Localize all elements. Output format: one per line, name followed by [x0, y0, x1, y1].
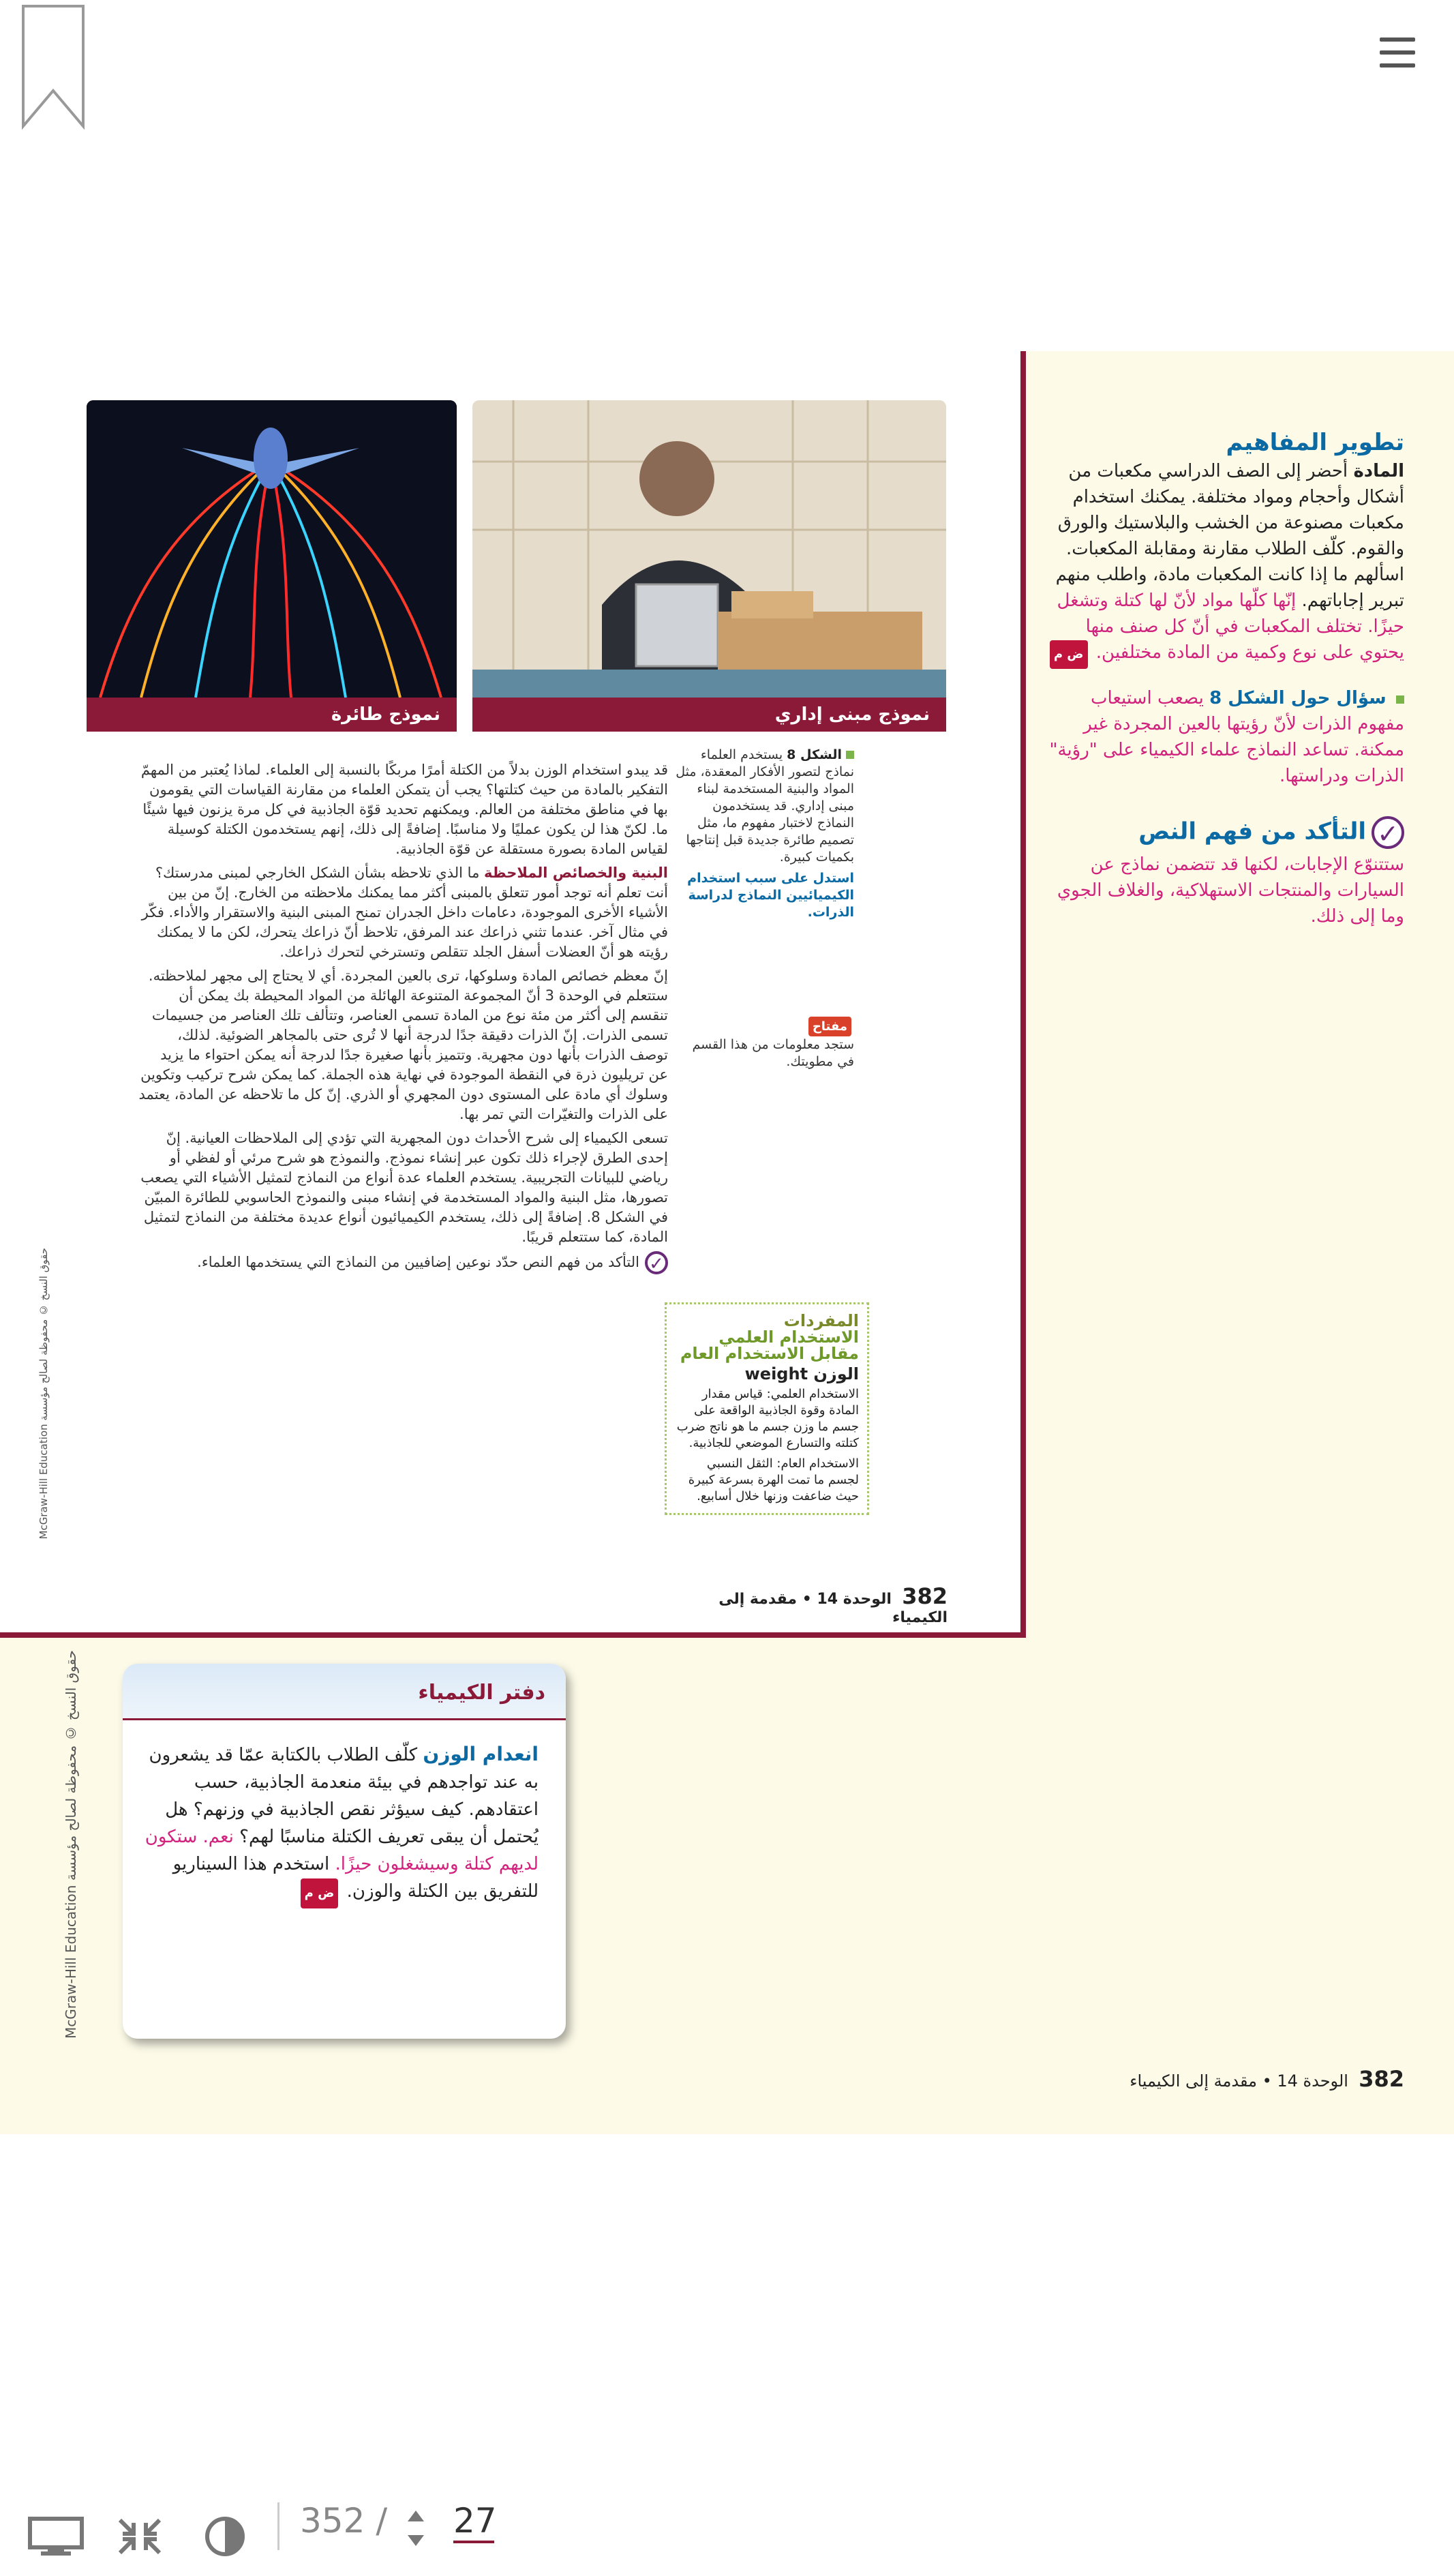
page-number-input[interactable] [453, 2501, 494, 2543]
reading-check-icon: ✓ [1372, 816, 1404, 849]
contrast-icon[interactable] [201, 2516, 249, 2557]
main-reading-check-text: التأكد من فهم النص حدّد نوعين إضافيين من النماذج التي يستخدمها العلماء. [197, 1254, 639, 1270]
question-square-icon [1396, 695, 1404, 704]
reading-check-heading-row [1043, 816, 1404, 849]
figure-caption-column [671, 747, 854, 1070]
figure-question-heading: سؤال حول الشكل 8 [1209, 688, 1387, 708]
page-footer-text: الوحدة 14 • مقدمة إلى الكيمياء [718, 1591, 948, 1626]
figure-infer: استدل على سبب استخدام الكيميائيين النماذج لدراسة الذرات. [687, 871, 854, 920]
figure-caption [671, 747, 854, 866]
copyright-vertical: McGraw-Hill Education حقوق النسخ © محفوظة لصالح مؤسسة [37, 1248, 50, 1540]
concepts-text: أحضر إلى الصف الدراسي مكعبات من أشكال وأحجام ومواد مختلفة. يمكنك استخدام مكعبات مصنوعة من الخشب والبلاستيك والورق والقوم. كلّف الطلاب مقارنة ومقابلة المكعبات. اسألهم ما إذا كانت المكعبات مادة، واطلب منهم تبرير إجاباتهم. [1055, 461, 1404, 611]
teacher-page-number: 382 [1359, 2066, 1404, 2092]
notebook-text: كلّف الطلاب بالكتابة عمّا قد يشعرون به عند تواجدهم في بيئة منعدمة الجاذبية، حسب اعتقادهم. كيف سيؤثر نقص الجاذبية في وزنهم؟ هل يُحتمل أن يبقى تعريف الكتلة مناسبًا لهم؟ [149, 1745, 539, 1847]
main-paragraph-2 [136, 863, 668, 962]
figure-question [1043, 685, 1404, 789]
concepts-answer: إنّها كلّها مواد لأنّ لها كتلة وتشغل حيزًا. تختلف المكعبات في أنّ كل صنف منها يحتوي على نوع وكمية من المادة مختلفين. [1057, 590, 1404, 663]
main-paragraph-4: تسعى الكيمياء إلى شرح الأحداث دون المجهرية التي تؤدي إلى الملاحظات العيانية. إنّ إحدى الطرق لإجراء ذلك تكون عبر إنشاء نموذج. والنموذج هو شرح مرئي أو لفظي أو رياضي للبيانات التجريبية. يستخدم العلماء عدة أنواع من النماذج لتمثيل الأشياء التي يصعب تصورها، مثل البنية والمواد المستخدمة في إنشاء مبنى والنموذج الحاسوبي للطائرة المبيّن في الشكل 8. إضافةً إلى ذلك، يستخدم الكيميائيون أنواع عديدة مختلفة من النماذج لتمثيل المادة، كما ستتعلم قريبًا. [140, 1130, 668, 1245]
reading-check-heading: التأكد من فهم النص [1138, 818, 1366, 845]
menu-icon[interactable] [1370, 38, 1422, 78]
teacher-page-footer [1091, 2066, 1404, 2092]
figure-question-text: يصعب استيعاب مفهوم الذرات لأنّ رؤيتها بالعين المجردة غير ممكنة. تساعد النماذج علماء الكيمياء على "رؤية" الذرات ودراستها. [1049, 688, 1404, 786]
concepts-badge: ض م [1050, 640, 1088, 669]
notebook-title: دفتر الكيمياء [123, 1664, 566, 1720]
photo1-caption-bar [472, 698, 946, 732]
vocabulary-box [665, 1302, 869, 1515]
vocab-title: المفردات [783, 1311, 859, 1330]
figure-label: الشكل 8 [787, 747, 842, 762]
notebook-badge: ض م [301, 1878, 339, 1908]
vocab-scientific: الاستخدام العلمي: قياس مقدار المادة وقوة الجاذبية الواقعة على جسم ما وزن جسم ما هو ناتج ضرب كتلته والتسارع الموضعي للجاذبية. [676, 1387, 859, 1450]
foldable-note [671, 1017, 854, 1070]
concepts-paragraph [1043, 458, 1404, 669]
airplane-model-photo [87, 400, 457, 732]
photo1-caption: نموذج مبنى إداري [774, 704, 930, 725]
main-text-column [136, 760, 668, 1278]
chemistry-notebook-card [123, 1664, 566, 2039]
toolbar-divider [277, 2502, 279, 2550]
notebook-text-2: استخدم هذا السيناريو للتفريق بين الكتلة والوزن. [172, 1854, 539, 1902]
concepts-heading: تطوير المفاهيم [1226, 429, 1404, 456]
bullet-square-icon [846, 751, 854, 759]
collapse-icon[interactable] [116, 2516, 164, 2557]
bookmark-icon[interactable] [20, 3, 86, 130]
page-footer [661, 1583, 948, 1626]
monitor-icon[interactable] [27, 2516, 85, 2557]
photo2-caption: نموذج طائرة [331, 704, 440, 725]
concepts-term: المادة [1353, 461, 1404, 481]
main-paragraph-2-text: ما الذي تلاحظه بشأن الشكل الخارجي لمبنى مدرستك؟ أنت تعلم أنه توجد أمور تتعلق بالمبنى أكثر مما يمكنك ملاحظته من الخارج. إنّ من بين الأشياء الأخرى الموجودة، دعامات داخل الجدران تمنح المبنى البنية والاستقرار والأداء. فكّر في مثال آخر. عندما تثني ذراعك عند المرفق، تلاحظ أنّ ذراعك يتحرك، لكن ما لا يمكنك رؤيته هو أنّ العضلات أسفل الجلد تتقلص وتسترخي لتحرك ذراعك. [141, 865, 668, 960]
main-reading-check [136, 1251, 668, 1274]
main-paragraph-3: إنّ معظم خصائص المادة وسلوكها، ترى بالعين المجردة. أي لا يحتاج إلى مجهر لملاحظته. ستتعلم في الوحدة 3 أنّ المجموعة المتنوعة الهائلة من المواد المحيطة بك يمكن أن تنقسم إلى أكثر من مئة نوع من المادة تسمى العناصر، وتتألف تلك العناصر من جسيمات تسمى الذرات. إنّ الذرات دقيقة جدًا لدرجة أنها لا تُرى حتى بالمجاهر الضوئية. لذلك، توصف الذرات بأنها دون مجهرية. وتتميز بأنها صغيرة جدًا لدرجة أنه يمكن احتواء ما يزيد عن تريليون ذرة في النقطة الموجودة في نهاية هذه الجملة. كما يمكن شرح تركيب وتكوين وسلوك أي مادة على المستوى دون المجهري أو الذري. إنّ كل ما تلاحظه عن المادة، يعتمد على الذرات والتغيّرات التي تمر بها. [138, 968, 668, 1122]
foldable-note-text: ستجد معلومات من هذا القسم في مطويتك. [692, 1037, 854, 1069]
notebook-heading: انعدام الوزن [423, 1743, 539, 1765]
reading-check-block [1043, 816, 1404, 929]
copyright-vertical-2: McGraw-Hill Education حقوق النسخ © محفوظة لصالح مؤسسة [63, 1650, 79, 2039]
check-icon: ✓ [645, 1251, 668, 1274]
vocab-general: الاستخدام العام: الثقل النسبي لجسم ما تمت الهرة بسرعة كبيرة حيث ضاعفت وزنها خلال أسابيع. [688, 1456, 859, 1503]
main-paragraph-1: قد يبدو استخدام الوزن بدلاً من الكتلة أمرًا مربكًا بالنسبة إلى العلماء. لماذا يُعتبر من المهمّ التفكير بالمادة من حيث كتلتها؟ يجب أن يتمكن العلماء من مقارنة القياسات التي يقومون بها في مناطق مختلفة من العالم. ويمكنهم تحديد قوّة الجاذبية في كل مرة يزنون فيها شيئًا ما. لكنّ هذا لن يكون عمليًا ولا مناسبًا. إضافةً إلى ذلك، إنهم يستخدمون الكتلة كوسيلة لقياس المادة بصورة مستقلة عن قوّة الجاذبية. [140, 762, 668, 857]
notebook-answer: نعم. ستكون لديهم كتلة وسيشغلون حيزًا. [145, 1827, 539, 1874]
vocab-word: الوزن weight [744, 1364, 859, 1383]
page-stepper-icon[interactable] [402, 2501, 429, 2556]
figure-text: يستخدم العلماء نماذج لتصور الأفكار المعقدة، مثل المواد والبنية المستخدمة لبناء مبنى إداري. قد يستخدمون النماذج لاختبار مفهوم ما، مثل تصميم طائرة جديدة قبل إنتاجها بكميات كبيرة. [676, 747, 854, 865]
foldable-badge: مفتاح [808, 1017, 851, 1036]
photo2-caption-bar [87, 698, 457, 732]
page-number: 382 [902, 1583, 948, 1609]
reading-check-text: ستتنوّع الإجابات، لكنها قد تتضمن نماذج عن السيارات والمنتجات الاستهلاكية، والغلاف الجوي وما إلى ذلك. [1057, 854, 1404, 927]
structure-heading: البنية والخصائص الملاحظة [484, 865, 668, 881]
teacher-notes-column [1043, 430, 1404, 929]
notebook-body [123, 1720, 566, 1908]
vocab-subtitle: الاستخدام العلمي مقابل الاستخدام العام [680, 1328, 859, 1363]
office-building-model-photo [472, 400, 946, 732]
page-total: 352 / [300, 2501, 388, 2541]
teacher-page-footer-text: الوحدة 14 • مقدمة إلى الكيمياء [1130, 2071, 1348, 2091]
